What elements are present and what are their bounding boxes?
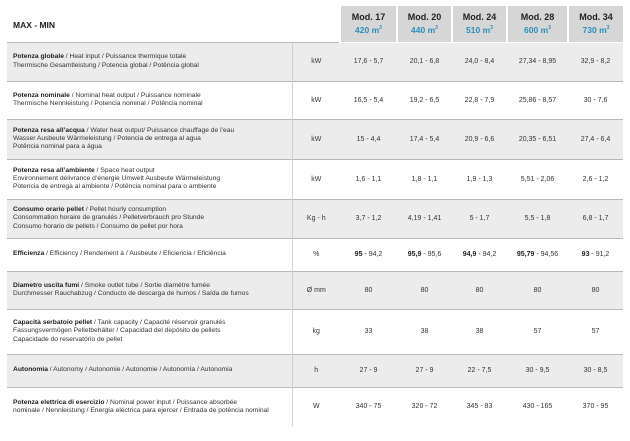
spec-value: 22,8 - 7,9 xyxy=(452,81,507,119)
spec-translation: Environnement délivrance d’énergie Umwelt Ausbeute Wärmeleistung xyxy=(13,174,221,182)
spec-value: 30 - 9,5 xyxy=(507,354,568,387)
spec-value: 32,9 - 8,2 xyxy=(568,42,623,81)
spec-value: 340 - 75 xyxy=(340,387,397,426)
spec-value: 20,35 - 6,51 xyxy=(507,119,568,159)
spec-title: Diametro uscita fumi xyxy=(13,281,80,289)
spec-value: 57 xyxy=(507,309,568,354)
spec-translation: / Pellet hourly consumption xyxy=(83,206,167,214)
spec-value: 345 - 83 xyxy=(452,387,507,426)
spec-value: 94,9 - 94,2 xyxy=(452,238,507,271)
spec-label xyxy=(7,199,292,238)
spec-value: 1,8 - 1,1 xyxy=(397,159,452,199)
max-min-label: MAX - MIN xyxy=(13,20,56,30)
spec-unit: Ø mm xyxy=(292,271,340,309)
spec-translation: / Autonomy / Autonomie / Autonomie / Autonomía / Autonomia xyxy=(47,366,233,374)
spec-value: 27,4 - 6,4 xyxy=(568,119,623,159)
spec-translation: Durchmesser Rauchabzug / Conducto de descarga de humos / Saída de fumos xyxy=(13,290,249,297)
model-header-28 xyxy=(507,6,568,42)
spec-value: 22 - 7,5 xyxy=(452,354,507,387)
spec-value: 38 xyxy=(452,309,507,354)
spec-value: 27 - 9 xyxy=(397,354,452,387)
model-name: Mod. 24 xyxy=(462,11,497,22)
spec-translation: nominale / Nennleistung / Energía eléctrica para ejercer / Entrada de potência nominal xyxy=(13,406,269,414)
spec-translation: / Heat input / Puissance thermique totale xyxy=(63,53,187,61)
spec-unit: kg xyxy=(292,309,340,354)
spec-value: 4,19 - 1,41 xyxy=(397,199,452,238)
spec-value: 93 - 91,2 xyxy=(568,238,623,271)
spec-translation: / Tank capacity / Capacité réservoir granulés xyxy=(92,319,226,327)
spec-value: 25,86 - 8,57 xyxy=(507,81,568,119)
spec-value: 80 xyxy=(340,271,397,309)
spec-value: 24,0 - 8,4 xyxy=(452,42,507,81)
spec-row xyxy=(7,309,623,354)
spec-value: 80 xyxy=(568,271,623,309)
spec-value: 16,5 - 5,4 xyxy=(340,81,397,119)
spec-value: 80 xyxy=(507,271,568,309)
model-header-20 xyxy=(397,6,452,42)
spec-label xyxy=(7,159,292,199)
specs-table xyxy=(7,6,623,426)
header-row xyxy=(7,6,623,42)
model-name: Mod. 28 xyxy=(520,11,555,22)
spec-label xyxy=(7,81,292,119)
spec-value: 3,7 - 1,2 xyxy=(340,199,397,238)
spec-row xyxy=(7,387,623,426)
model-volume: 440 $m^3$ xyxy=(411,24,438,35)
spec-value: 17,6 - 5,7 xyxy=(340,42,397,81)
spec-value: 20,1 - 6,8 xyxy=(397,42,452,81)
spec-unit: kW xyxy=(292,42,340,81)
spec-translation: / Efficiency / Rendement à / Ausbeute / Eficiencia / Eficiência xyxy=(44,250,226,258)
spec-label xyxy=(7,238,292,271)
spec-row xyxy=(7,199,623,238)
spec-value: 80 xyxy=(452,271,507,309)
spec-unit: % xyxy=(292,238,340,271)
spec-value: 27,34 - 8,95 xyxy=(507,42,568,81)
spec-title: Potenza nominale xyxy=(13,91,70,99)
model-volume: 730 $m^3$ xyxy=(582,24,610,35)
spec-label xyxy=(7,387,292,426)
spec-value: 430 - 165 xyxy=(507,387,568,426)
spec-translation: / Nominal power input / Puissance absorbée xyxy=(104,398,238,406)
model-header-17 xyxy=(340,6,397,42)
spec-translation: Potência nominal para a água xyxy=(13,143,102,151)
spec-translation: Thermische Nennleistung / Potencia nominal / Potência nominal xyxy=(13,100,203,107)
spec-title: Consumo orario pellet xyxy=(13,206,84,214)
spec-value: 38 xyxy=(397,309,452,354)
spec-translation: Thermische Gesamtleistung / Potencia global / Potência global xyxy=(13,61,199,69)
model-volume: 420 $m^3$ xyxy=(355,24,382,35)
spec-value: 20,9 - 6,6 xyxy=(452,119,507,159)
spec-value: 57 xyxy=(568,309,623,354)
spec-value: 95 - 94,2 xyxy=(340,238,397,271)
spec-translation: Consommation horaire de granulés / Pelletverbrauch pro Stunde xyxy=(13,214,205,222)
spec-unit: Kg - h xyxy=(292,199,340,238)
spec-unit: kW xyxy=(292,81,340,119)
spec-value: 95,9 - 95,6 xyxy=(397,238,452,271)
spec-value: 15 - 4,4 xyxy=(340,119,397,159)
spec-value: 6,8 - 1,7 xyxy=(568,199,623,238)
spec-value: 5,5 - 1,8 xyxy=(507,199,568,238)
spec-translation: Fassungsvermögen Pelletbehälter / Capacidad del depósito de pellets xyxy=(13,327,221,335)
spec-label xyxy=(7,271,292,309)
spec-row xyxy=(7,271,623,309)
spec-translation: / Nominal heat output / Puissance nominale xyxy=(69,91,201,99)
spec-label xyxy=(7,309,292,354)
spec-label xyxy=(7,119,292,159)
spec-value: 2,6 - 1,2 xyxy=(568,159,623,199)
spec-value: 320 - 72 xyxy=(397,387,452,426)
spec-value: 5,51 - 2,06 xyxy=(507,159,568,199)
model-name: Mod. 20 xyxy=(407,11,442,22)
spec-translation: / Space heat output xyxy=(94,166,155,174)
model-volume: 510 $m^3$ xyxy=(466,24,493,35)
spec-title: Potenza resa all’acqua xyxy=(13,126,85,134)
spec-translation: Potencia de entrega al ambiente / Potência nominal para o ambiente xyxy=(13,183,217,191)
spec-value: 370 - 95 xyxy=(568,387,623,426)
spec-value: 33 xyxy=(340,309,397,354)
model-header-24 xyxy=(452,6,507,42)
spec-translation: / Water heat output/ Puissance chauffage de l’eau xyxy=(84,126,235,134)
model-header-34 xyxy=(568,6,623,42)
spec-row xyxy=(7,81,623,119)
spec-title: Potenza elettrica di esercizio xyxy=(13,398,105,406)
spec-unit: W xyxy=(292,387,340,426)
spec-row xyxy=(7,42,623,81)
spec-unit: kW xyxy=(292,159,340,199)
spec-row xyxy=(7,119,623,159)
spec-value: 1,6 - 1,1 xyxy=(340,159,397,199)
spec-translation: Consumo horario de pellets / Consumo de pellet por hora xyxy=(13,222,183,230)
spec-translation: Wasser Ausbeute Wärmeleistung / Potencia de entrega al agua xyxy=(13,134,201,142)
spec-title: Capacità serbatoio pellet xyxy=(13,319,93,327)
spec-unit: kW xyxy=(292,119,340,159)
spec-value: 17,4 - 5,4 xyxy=(397,119,452,159)
spec-title: Autonomia xyxy=(13,366,48,374)
unit-header-spacer xyxy=(292,6,340,42)
model-volume: 600 $m^3$ xyxy=(524,24,551,35)
spec-label xyxy=(7,42,292,81)
spec-label xyxy=(7,354,292,387)
spec-value: 30 - 7,6 xyxy=(568,81,623,119)
spec-value: 27 - 9 xyxy=(340,354,397,387)
spec-translation: Capacidade do reservatório de pellet xyxy=(13,335,123,343)
spec-value: 95,79 - 94,56 xyxy=(507,238,568,271)
spec-unit: h xyxy=(292,354,340,387)
spec-value: 19,2 - 6,5 xyxy=(397,81,452,119)
spec-title: Potenza resa all’ambiente xyxy=(13,166,95,174)
spec-row xyxy=(7,159,623,199)
spec-value: 1,9 - 1,3 xyxy=(452,159,507,199)
spec-title: Efficienza xyxy=(13,250,45,258)
spec-row xyxy=(7,354,623,387)
model-name: Mod. 17 xyxy=(351,11,386,22)
spec-translation: / Smoke outlet tube / Sortie diamètre fumée xyxy=(79,281,211,289)
spec-row xyxy=(7,238,623,271)
spec-value: 80 xyxy=(397,271,452,309)
spec-title: Potenza globale xyxy=(13,53,64,61)
spec-value: 5 - 1,7 xyxy=(452,199,507,238)
spec-value: 30 - 8,5 xyxy=(568,354,623,387)
model-name: Mod. 34 xyxy=(579,11,613,22)
